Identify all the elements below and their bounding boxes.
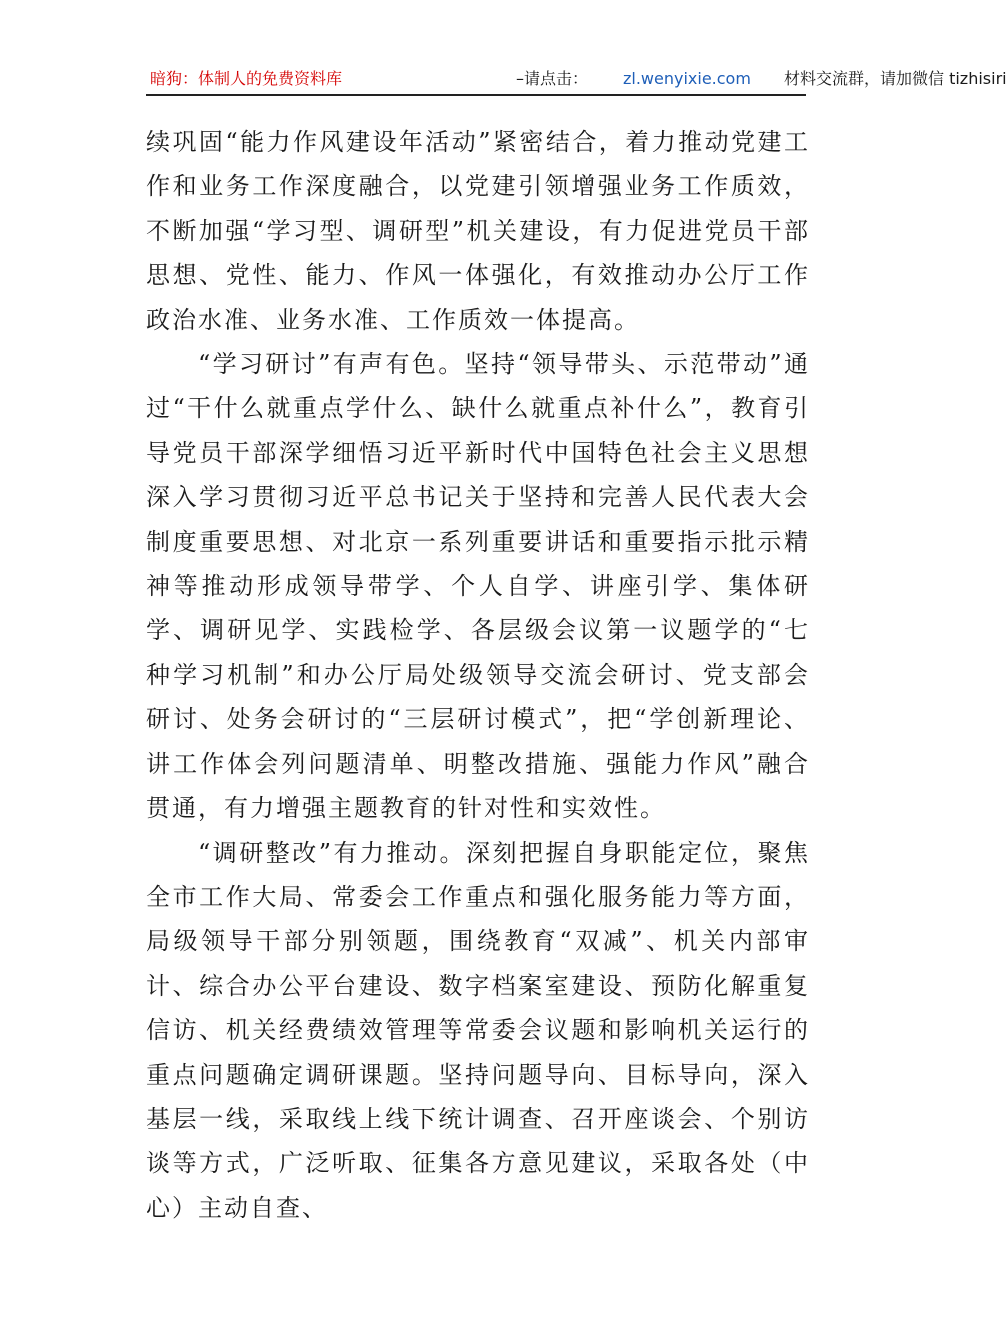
header-wechat-note: 材料交流群，请加微信 tizhisiri — [784, 69, 1007, 88]
document-body — [146, 120, 810, 1230]
header-link[interactable]: zl.wenyixie.com — [623, 69, 751, 88]
paragraph: “学习研讨”有声有色。坚持“领导带头、示范带动”通过“干什么就重点学什么、缺什么就重点补什么”，教育引导党员干部深学细悟习近平新时代中国特色社会主义思想深入学习贯彻习近平总书记关于坚持和完善人民代表大会制度重要思想、对北京一系列重要讲话和重要指示批示精神等推动形成领导带学、个人自学、讲座引学、集体研学、调研见学、实践检学、各层级会议第一议题学的“七种学习机制”和办公厅局处级领导交流会研讨、党支部会研讨、处务会研讨的“三层研讨模式”，把“学创新理论、讲工作体会列问题清单、明整改措施、强能力作风”融合贯通，有力增强主题教育的针对性和实效性。 — [146, 350, 810, 823]
header-cta: –请点击： — [516, 69, 589, 88]
paragraph: “调研整改”有力推动。深刻把握自身职能定位，聚焦全市工作大局、常委会工作重点和强化服务能力等方面，局级领导干部分别领题，围绕教育“双减”、机关内部审计、综合办公平台建设、数字档案室建设、预防化解重复信访、机关经费绩效管理等常委会议题和影响机关运行的重点问题确定调研课题。坚持问题导向、目标导向，深入基层一线，采取线上线下统计调查、召开座谈会、个别访谈等方式，广泛听取、征集各方意见建议，采取各处（中心）主动自查、 — [146, 838, 810, 1222]
page-header — [146, 60, 1007, 96]
paragraph: 续巩固“能力作风建设年活动”紧密结合，着力推动党建工作和业务工作深度融合，以党建引领增强业务工作质效，不断加强“学习型、调研型”机关建设，有力促进党员干部思想、党性、能力、作风一体强化，有效推动办公厅工作政治水准、业务水准、工作质效一体提高。 — [146, 128, 810, 334]
header-brand: 暗狗：体制人的免费资料库 — [150, 69, 343, 88]
